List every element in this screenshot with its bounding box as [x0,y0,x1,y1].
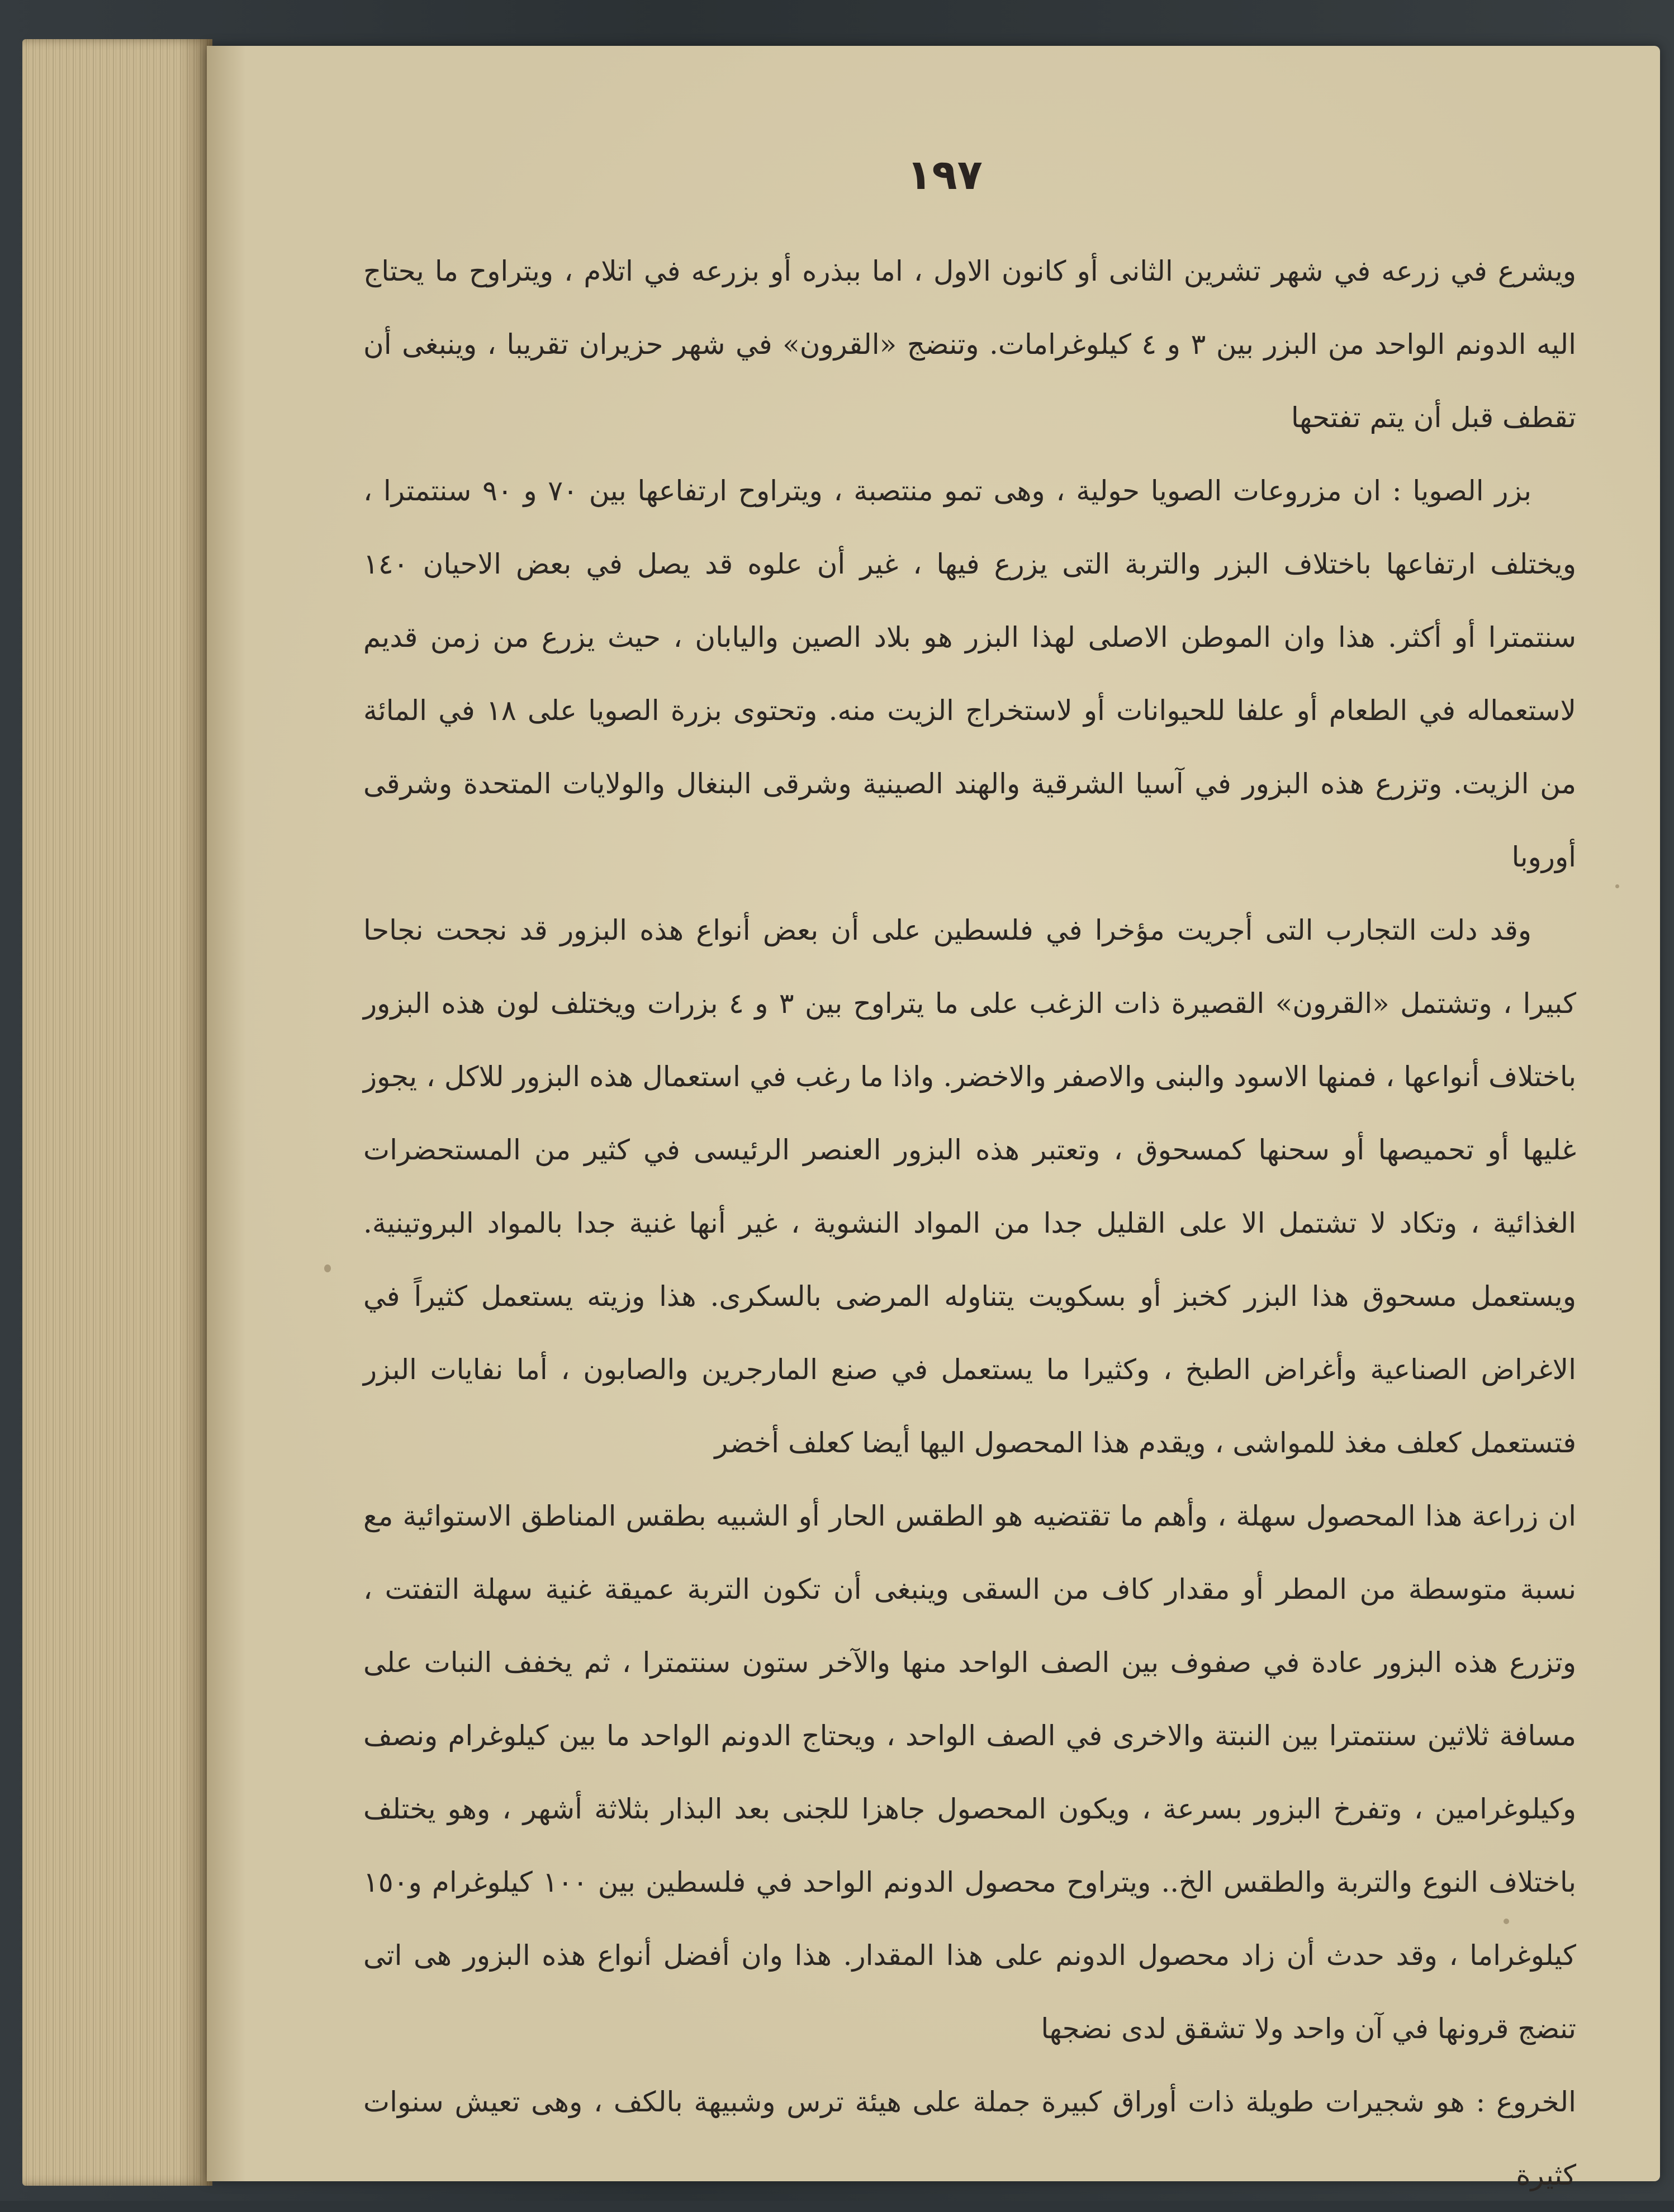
paragraph-castor [363,2066,1576,2212]
section-term-soybean: بزر الصويا : [1392,475,1532,507]
paragraph-1 [363,235,1576,454]
paper-speck [324,1264,331,1272]
page-number: ١٩٧ [907,151,983,199]
paragraph-text: ان مزروعات الصويا حولية ، وهى تمو منتصبة ، ويتراوح ارتفاعها بين ٧٠ و ٩٠ سنتمترا ، ويختلف ارتفاعها باختلاف البزر والتربة التى يزرع فيها ، غير أن علوه قد يصل في بعض الاحيان ١٤٠ سنتمترا أو أكثر. هذا وان الموطن الاصلى لهذا البزر هو بلاد الصين واليابان ، حيث يزرع من زمن قديم لاستعماله في الطعام أو علفا للحيوانات أو لاستخراج الزيت منه. وتحتوى بزرة الصويا على ١٨ في المائة من الزيت. وتزرع هذه البزور في آسيا الشرقية والهند الصينية وشرقى البنغال والولايات المتحدة وشرقى أوروبا [363,475,1576,873]
paragraph-3 [363,894,1576,1480]
paper-speck [1615,884,1619,888]
paragraph-text: هو شجيرات طويلة ذات أوراق كبيرة جملة على هيئة ترس وشبيهة بالكف ، وهى تعيش سنوات كثيرة [363,2086,1576,2191]
paragraph-text: ان زراعة هذا المحصول سهلة ، وأهم ما تقتضيه هو الطقس الحار أو الشبيه بطقس المناطق الاستوائية مع نسبة متوسطة من المطر أو مقدار كاف من السقى وينبغى أن تكون التربة عميقة غنية سهلة التفتت ، وتزرع هذه البزور عادة في صفوف بين الصف الواحد منها والآخر ستون سنتمترا ، ثم يخفف النبات على مسافة ثلاثين سنتمترا بين النبتة والاخرى في الصف الواحد ، ويحتاج الدونم الواحد ما بين كيلوغرام ونصف وكيلوغرامين ، وتفرخ البزور بسرعة ، ويكون المحصول جاهزا للجنى بعد البذار بثلاثة أشهر ، وهو يختلف باختلاف النوع والتربة والطقس الخ.. ويتراوح محصول الدونم الواحد في فلسطين بين ١٠٠ كيلوغرام و١٥٠ كيلوغراما ، وقد حدث أن زاد محصول الدونم على هذا المقدار. هذا وان أفضل أنواع هذه البزور هى اتى تنضج قرونها في آن واحد ولا تشقق لدى نضجها [363,1500,1577,2045]
paragraph-4 [363,1480,1576,2066]
paragraph-soybean [363,454,1576,894]
book-page-edges [22,39,212,2186]
section-term-castor: الخروع : [1476,2086,1576,2118]
page-body-text [363,235,1577,2191]
paragraph-text: ويشرع في زرعه في شهر تشرين الثانى أو كانون الاول ، اما ببذره أو بزرعه في اتلام ، ويتراوح ما يحتاج اليه الدونم الواحد من البزر بين ٣ و ٤ كيلوغرامات. وتنضج «القرون» في شهر حزيران تقريبا ، وينبغى أن تقطف قبل أن يتم تفتحها [363,255,1577,434]
paragraph-text: وقد دلت التجارب التى أجريت مؤخرا في فلسطين على أن بعض أنواع هذه البزور قد نجحت نجاحا كبيرا ، وتشتمل «القرون» القصيرة ذات الزغب على ما يتراوح بين ٣ و ٤ بزرات ويختلف لون هذه البزور باختلاف أنواعها ، فمنها الاسود والبنى والاصفر والاخضر. واذا ما رغب في استعمال هذه البزور للاكل ، يجوز غليها أو تحميصها أو سحنها كمسحوق ، وتعتبر هذه البزور العنصر الرئيسى في كثير من المستحضرات الغذائية ، وتكاد لا تشتمل الا على القليل جدا من المواد النشوية ، غير أنها غنية جدا بالمواد البروتينية. ويستعمل مسحوق هذا البزر كخبز أو بسكويت يتناوله المرضى بالسكرى. هذا وزيته يستعمل كثيراً في الاغراض الصناعية وأغراض الطبخ ، وكثيرا ما يستعمل في صنع المارجرين والصابون ، أما نفايات البزر فتستعمل كعلف مغذ للمواشى ، ويقدم هذا المحصول اليها أيضا كعلف أخضر [363,914,1577,1459]
